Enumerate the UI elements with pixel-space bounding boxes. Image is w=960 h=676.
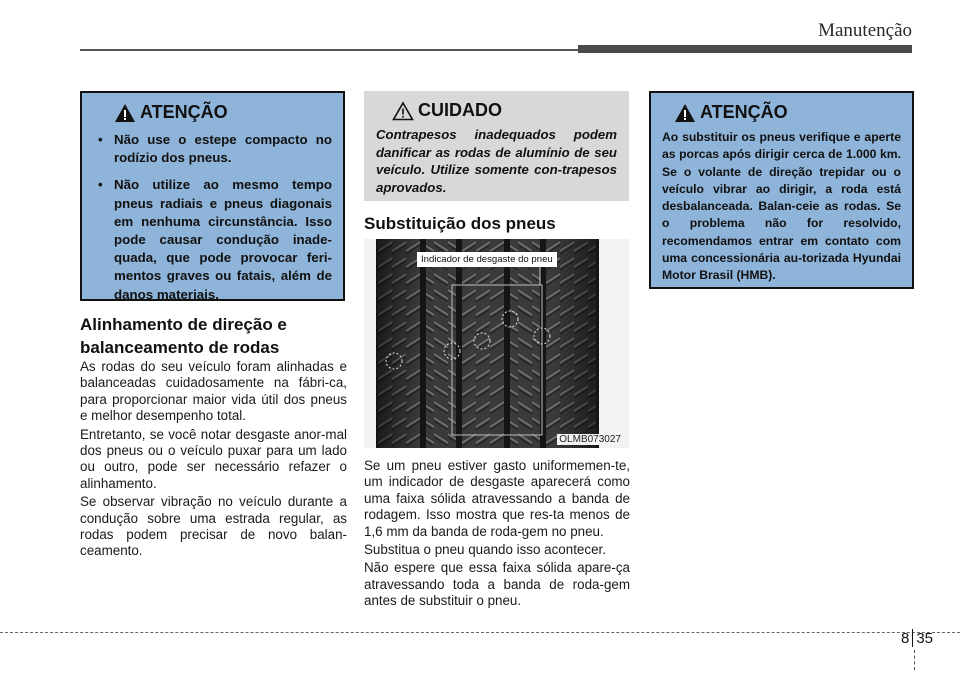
section-title-tire-replacement: Substituição dos pneus [364, 214, 556, 233]
paragraph: Não espere que essa faixa sólida apare-ça atravessando toda a banda de roda-gem antes de substituir o pneu. [364, 560, 630, 609]
figure-label: Indicador de desgaste do pneu [417, 252, 557, 267]
warning-box-right [649, 91, 914, 289]
tire-wear-figure [364, 239, 629, 448]
alignment-body [80, 359, 347, 562]
footer-rule [0, 632, 960, 633]
header-band [578, 45, 912, 53]
caution-box [364, 91, 629, 201]
footer-tick [914, 650, 915, 670]
page-number-separator [912, 629, 913, 647]
warning-title: ATENÇÃO [140, 102, 228, 122]
warning-text: Ao substituir os pneus verifique e aperte as porcas após dirigir cerca de 1.000 km. Se o volante de direção trepidar ou o veículo vibrar ao dirigir, a roda está desbalanceada. Balan-ceie as rodas. Se o problema não for resolvido, recomendamos entrar em contato com uma concessionária au-torizada Hyundai Motor Brasil (HMB). [662, 130, 901, 283]
paragraph: Se um pneu estiver gasto uniformemen-te, um indicador de desgaste aparecerá como uma faixa sólida atravessando a banda de rodagem. Isso mostra que res-ta menos de 1,6 mm da banda de roda-gem no pneu. [364, 458, 630, 539]
caution-title: CUIDADO [418, 100, 502, 120]
chapter-number: 8 [901, 629, 910, 647]
paragraph: Entretanto, se você notar desgaste anor-mal dos pneus ou o veículo puxar para um lado ou outro, pode ser necessário refazer o alinhamento. [80, 426, 347, 491]
tire-tread-illustration [364, 239, 629, 448]
warning-title: ATENÇÃO [700, 102, 788, 122]
tire-replacement-body [364, 458, 630, 612]
page-number-value: 35 [916, 629, 934, 647]
paragraph: As rodas do seu veículo foram alinhadas e balanceadas cuidadosamente na fábri-ca, para proporcionar maior vida útil dos pneus e melhor desempenho total. [80, 359, 347, 424]
warning-box-left [80, 91, 345, 301]
caution-text: Contrapesos inadequados podem danificar as rodas de alumínio de seu veículo. Utilize somente con-trapesos aprovados. [376, 127, 617, 195]
warning-item: • Não utilize ao mesmo tempo pneus radiais e pneus diagonais em nenhuma circunstância. Isso pode causar condução inade-quada, que pode provocar feri-mentos graves ou fatais, além de danos materiais. [96, 176, 332, 303]
warning-heading [674, 102, 901, 123]
warning-heading [114, 102, 332, 123]
paragraph: Se observar vibração no veículo durante a condução sobre uma estrada regular, as rodas podem precisar de novo balan-ceamento. [80, 494, 347, 559]
page-number [901, 629, 933, 647]
warning-triangle-icon [114, 103, 136, 123]
caution-heading [392, 100, 617, 121]
paragraph: Substitua o pneu quando isso acontecer. [364, 542, 606, 558]
caution-triangle-icon [392, 101, 414, 121]
page-header-title: Manutenção [818, 20, 912, 41]
warning-triangle-icon [674, 103, 696, 123]
figure-code: OLMB073027 [559, 434, 621, 445]
warning-list [96, 131, 332, 304]
section-title-alignment: Alinhamento de direção e balanceamento de rodas [80, 315, 287, 357]
warning-item: • Não use o estepe compacto no rodízio dos pneus. [96, 131, 332, 167]
